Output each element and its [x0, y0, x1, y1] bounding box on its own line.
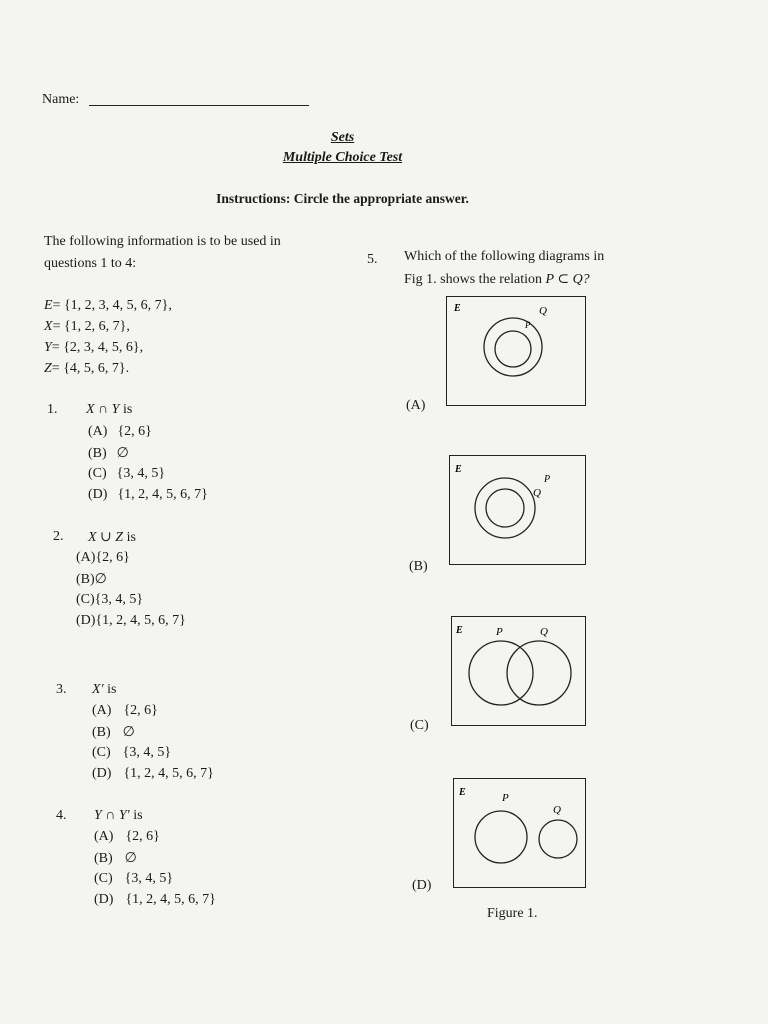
option-text: ∅ — [116, 446, 129, 461]
option-c[interactable] — [94, 871, 173, 887]
option-label: (B) — [92, 725, 111, 740]
option-text: ∅ — [94, 572, 107, 587]
question-suffix: is — [119, 402, 133, 417]
question-suffix: is — [129, 808, 143, 823]
question-stem — [94, 808, 143, 824]
question-number: 4. — [56, 808, 67, 823]
set-q-label: Q — [539, 305, 547, 317]
option-label: (D) — [88, 487, 108, 502]
option-label: (D) — [92, 766, 112, 781]
option-text: {2, 6} — [117, 424, 152, 439]
instructions: Instructions: Circle the appropriate answer. — [216, 191, 469, 206]
circle-q — [486, 489, 524, 527]
circle-p — [469, 641, 533, 705]
option-text: {3, 4, 5} — [94, 592, 144, 607]
option-c[interactable] — [76, 592, 143, 608]
set-value: = {4, 5, 6, 7}. — [51, 361, 130, 376]
circle-p — [495, 331, 531, 367]
option-text: {3, 4, 5} — [124, 871, 174, 886]
option-label: (A) — [76, 550, 96, 565]
option-d[interactable] — [88, 487, 208, 503]
option-label: (B) — [76, 572, 95, 587]
venn-svg-b — [450, 456, 587, 566]
option-a[interactable] — [88, 424, 152, 440]
option-label: (C) — [76, 592, 95, 607]
circle-q — [507, 641, 571, 705]
option-label: (B) — [88, 446, 107, 461]
option-text: {1, 2, 4, 5, 6, 7} — [117, 487, 208, 502]
set-p-label: P — [525, 320, 531, 330]
option-label: (B) — [94, 851, 113, 866]
option-text: {1, 2, 4, 5, 6, 7} — [123, 766, 214, 781]
question-5-line-1: Which of the following diagrams in — [404, 249, 605, 264]
option-label: (C) — [94, 871, 113, 886]
option-d[interactable] — [94, 892, 216, 908]
option-c[interactable] — [88, 466, 165, 482]
info-line-1: The following information is to be used in — [44, 234, 281, 249]
option-text: {3, 4, 5} — [116, 466, 166, 481]
set-p-label: P — [502, 792, 509, 804]
page-subtitle: Multiple Choice Test — [282, 150, 403, 165]
question-expression: X ∪ Z — [88, 530, 124, 545]
question-5-line-2 — [404, 271, 590, 288]
option-b[interactable] — [88, 445, 129, 462]
name-label: Name: — [42, 92, 80, 107]
universal-label: E — [459, 787, 466, 798]
set-definition-y — [44, 340, 143, 356]
set-value: = {1, 2, 6, 7}, — [52, 319, 130, 334]
option-text: {2, 6} — [125, 829, 160, 844]
set-name: X — [44, 319, 53, 334]
option-b[interactable] — [76, 571, 107, 588]
set-value: = {2, 3, 4, 5, 6}, — [51, 340, 144, 355]
page-title: Sets — [330, 130, 355, 145]
set-definition-z — [44, 361, 129, 377]
option-label: (D) — [76, 613, 96, 628]
option-text: {2, 6} — [95, 550, 130, 565]
venn-diagram-a[interactable] — [446, 296, 586, 406]
option-a[interactable] — [76, 550, 130, 566]
figure-caption: Figure 1. — [487, 906, 538, 921]
set-value: = {1, 2, 3, 4, 5, 6, 7}, — [52, 298, 172, 313]
set-q-label: Q — [533, 487, 541, 499]
question-suffix: is — [103, 682, 117, 697]
option-label: (A) — [94, 829, 114, 844]
venn-diagram-c[interactable] — [451, 616, 586, 726]
option-d[interactable] — [76, 613, 186, 629]
option-a[interactable] — [94, 829, 160, 845]
question-5-number: 5. — [367, 252, 378, 267]
universal-label: E — [455, 464, 462, 475]
option-text: {1, 2, 4, 5, 6, 7} — [125, 892, 216, 907]
set-p-label: P — [496, 626, 503, 638]
option-label: (A) — [88, 424, 108, 439]
set-definition-x — [44, 319, 130, 335]
question-number: 3. — [56, 682, 67, 697]
option-d[interactable] — [92, 766, 214, 782]
venn-diagram-b[interactable] — [449, 455, 586, 565]
option-label: (C) — [92, 745, 111, 760]
circle-p — [475, 478, 535, 538]
option-a[interactable] — [92, 703, 158, 719]
question-stem — [92, 682, 116, 698]
question-stem — [88, 529, 136, 546]
info-line-2: questions 1 to 4: — [44, 256, 137, 271]
question-5-relation: P ⊂ Q? — [545, 272, 590, 287]
question-expression: Y ∩ Y′ — [94, 808, 130, 823]
circle-p — [475, 811, 527, 863]
option-b[interactable] — [94, 850, 137, 867]
diagram-d-label: (D) — [412, 878, 432, 893]
universal-label: E — [456, 625, 463, 636]
set-name: Y — [44, 340, 52, 355]
option-text: ∅ — [122, 725, 135, 740]
venn-svg-d — [454, 779, 587, 889]
circle-q — [539, 820, 577, 858]
diagram-c-label: (C) — [410, 718, 429, 733]
question-number: 2. — [53, 529, 64, 544]
venn-svg-a — [447, 297, 587, 407]
name-field[interactable] — [89, 105, 309, 106]
set-name: Z — [44, 361, 52, 376]
option-label: (C) — [88, 466, 107, 481]
question-expression: X′ — [92, 682, 104, 697]
set-definition-e — [44, 298, 172, 314]
option-c[interactable] — [92, 745, 171, 761]
question-number: 1. — [47, 402, 58, 417]
option-label: (A) — [92, 703, 112, 718]
set-q-label: Q — [540, 626, 548, 638]
diagram-a-label: (A) — [406, 398, 426, 413]
set-name: E — [44, 298, 53, 313]
universal-label: E — [454, 303, 461, 314]
set-p-label: P — [544, 474, 551, 485]
venn-svg-c — [452, 617, 587, 727]
option-text: {2, 6} — [123, 703, 158, 718]
question-suffix: is — [123, 530, 136, 545]
set-q-label: Q — [553, 804, 561, 816]
option-b[interactable] — [92, 724, 135, 741]
question-stem — [86, 402, 132, 418]
venn-diagram-d[interactable] — [453, 778, 586, 888]
diagram-b-label: (B) — [409, 559, 428, 574]
question-expression: X ∩ Y — [86, 402, 120, 417]
option-label: (D) — [94, 892, 114, 907]
option-text: {1, 2, 4, 5, 6, 7} — [95, 613, 186, 628]
option-text: {3, 4, 5} — [122, 745, 172, 760]
option-text: ∅ — [124, 851, 137, 866]
question-5-text: Fig 1. shows the relation — [404, 272, 546, 287]
